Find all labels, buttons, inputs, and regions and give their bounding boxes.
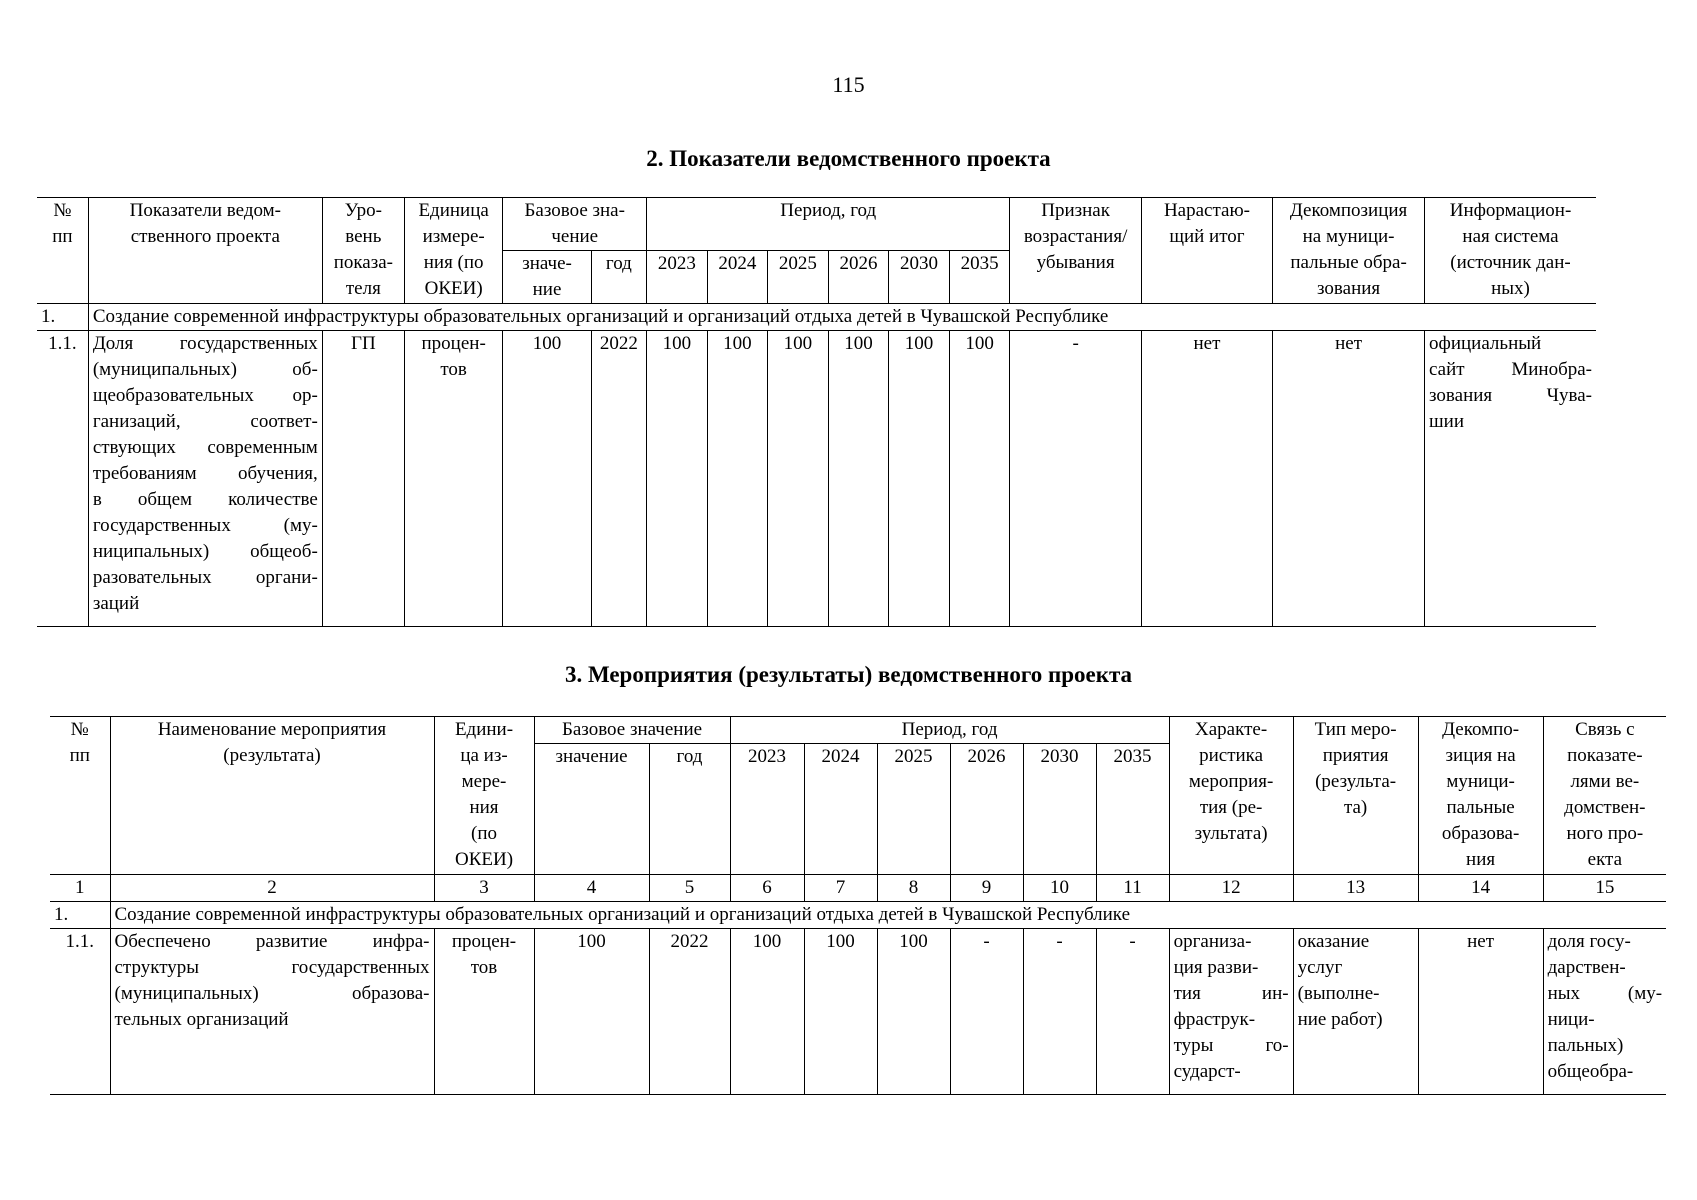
m-row-characteristic-l5: туры го- <box>1173 1035 1289 1056</box>
header-base <box>503 198 647 251</box>
m-row-type-l4: ние работ) <box>1297 1009 1383 1030</box>
row-cumulative: нет <box>1141 331 1272 627</box>
row-base-value: 100 <box>503 331 591 627</box>
m-header-decomposition-l3: муници- <box>1446 771 1515 792</box>
m-header-link-l6: екта <box>1587 849 1623 870</box>
header-level-l1: Уро- <box>344 200 382 221</box>
header-unit-l4: ОКЕИ) <box>424 278 483 299</box>
header-level-l2: вень <box>345 226 382 247</box>
m-header-num-l1: № <box>70 719 89 740</box>
header-base-year: год <box>591 251 646 304</box>
header-base-value <box>503 251 591 304</box>
m-row-num: 1.1. <box>50 929 110 1095</box>
header-unit-l3: ния (по <box>423 252 484 273</box>
m-header-unit <box>434 717 534 875</box>
m-row-type-l2: услуг <box>1297 957 1343 978</box>
m-header-base: Базовое значение <box>534 717 730 744</box>
header-indicator <box>88 198 322 304</box>
m-row-name-l4: тельных организаций <box>114 1009 289 1030</box>
row-infosystem-l3: зования Чува- <box>1429 385 1592 406</box>
header-level <box>322 198 404 304</box>
row-indicator-l10: разовательных органи- <box>92 567 318 588</box>
m-colnum-1: 1 <box>50 875 110 902</box>
m-header-type <box>1293 717 1418 875</box>
m-row-characteristic-l1: организа- <box>1173 931 1252 952</box>
header-year-2025: 2025 <box>768 251 829 304</box>
m-header-year-2024: 2024 <box>804 744 877 875</box>
m-row-type-l3: (выполне- <box>1297 983 1380 1004</box>
header-num <box>37 198 88 304</box>
row-infosystem-l4: шии <box>1429 411 1464 432</box>
header-num-l2: пп <box>52 226 73 247</box>
header-num-l1: № <box>53 200 72 221</box>
m-header-decomposition-l5: образова- <box>1441 823 1520 844</box>
header-infosystem <box>1425 198 1596 304</box>
m-header-name <box>110 717 434 875</box>
m-header-unit-l5: (по <box>471 823 497 844</box>
measures-table <box>50 716 1666 1095</box>
m-row-link <box>1543 929 1666 1095</box>
m-header-type-l3: (результа- <box>1315 771 1397 792</box>
header-level-l4: теля <box>345 278 381 299</box>
header-decomposition <box>1273 198 1425 304</box>
row-indicator-l7: в общем количестве <box>92 489 318 510</box>
header-cumulative-l1: Нарастаю- <box>1163 200 1250 221</box>
row-indicator-l11: заций <box>92 593 140 614</box>
m-row-type-l1: оказание <box>1297 931 1370 952</box>
m-row-name-l2: структуры государственных <box>114 957 430 978</box>
m-header-base-value: значение <box>534 744 649 875</box>
m-row-characteristic-l4: фраструк- <box>1173 1009 1256 1030</box>
row-year-2025: 100 <box>768 331 829 627</box>
m-header-decomposition <box>1418 717 1543 875</box>
m-header-name-l2: (результата) <box>223 745 321 766</box>
m-row-characteristic-l3: тия ин- <box>1173 983 1289 1004</box>
header-base-l2: чение <box>551 226 599 247</box>
m-section-num: 1. <box>50 902 110 929</box>
row-year-2024: 100 <box>707 331 768 627</box>
header-infosystem-l1: Информацион- <box>1449 200 1572 221</box>
m-header-type-l4: та) <box>1343 797 1368 818</box>
header-infosystem-l2: ная система <box>1462 226 1559 247</box>
m-colnum-2: 2 <box>110 875 434 902</box>
m-row-year-2023: 100 <box>730 929 804 1095</box>
header-period: Период, год <box>647 198 1010 251</box>
m-colnum-11: 11 <box>1096 875 1169 902</box>
header-base-value-l1: значе- <box>522 253 572 274</box>
m-header-decomposition-l1: Декомпо- <box>1442 719 1520 740</box>
header-year-2035: 2035 <box>949 251 1010 304</box>
m-section-text: Создание современной инфраструктуры образовательных организаций и организаций отдыха детей в Чувашской Республике <box>110 902 1666 929</box>
m-header-unit-l2: ца из- <box>460 745 508 766</box>
header-sign-l3: убывания <box>1036 252 1115 273</box>
m-header-year-2035: 2035 <box>1096 744 1169 875</box>
row-year-2035: 100 <box>949 331 1010 627</box>
m-row-link-l6: общеобра- <box>1547 1061 1634 1082</box>
header-base-l1: Базовое зна- <box>524 200 625 221</box>
header-indicator-l1: Показатели ведом- <box>129 200 281 221</box>
m-row-characteristic-l2: ция разви- <box>1173 957 1259 978</box>
m-row-name <box>110 929 434 1095</box>
m-colnum-8: 8 <box>877 875 950 902</box>
header-sign-l1: Признак <box>1041 200 1110 221</box>
row-indicator-l3: щеобразовательных ор- <box>92 385 318 406</box>
header-decomposition-l2: на муници- <box>1302 226 1395 247</box>
header-indicator-l2: ственного проекта <box>130 226 280 247</box>
m-header-type-l2: приятия <box>1322 745 1389 766</box>
row-indicator-l4: ганизаций, соответ- <box>92 411 318 432</box>
row-infosystem <box>1425 331 1596 627</box>
m-row-link-l1: доля госу- <box>1547 931 1631 952</box>
header-year-2024: 2024 <box>707 251 768 304</box>
row-year-2026: 100 <box>828 331 889 627</box>
m-header-link-l3: лями ве- <box>1570 771 1640 792</box>
m-colnum-15: 15 <box>1543 875 1666 902</box>
m-row-type <box>1293 929 1418 1095</box>
m-header-num-l2: пп <box>69 745 90 766</box>
row-decomposition: нет <box>1273 331 1425 627</box>
m-row-link-l4: ници- <box>1547 1009 1595 1030</box>
m-header-characteristic-l1: Характе- <box>1195 719 1268 740</box>
header-year-2026: 2026 <box>828 251 889 304</box>
header-unit-l2: измере- <box>422 226 485 247</box>
m-colnum-7: 7 <box>804 875 877 902</box>
row-year-2023: 100 <box>647 331 708 627</box>
m-row-year-2024: 100 <box>804 929 877 1095</box>
m-row-unit <box>434 929 534 1095</box>
row-unit-l1: процен- <box>421 333 486 354</box>
page-number: 115 <box>832 72 865 97</box>
row-year-2030: 100 <box>889 331 950 627</box>
row-indicator-l1: Доля государственных <box>92 333 318 354</box>
m-header-year-2023: 2023 <box>730 744 804 875</box>
m-header-link-l1: Связь с <box>1575 719 1635 740</box>
section-text: Создание современной инфраструктуры образовательных организаций и организаций отдыха детей в Чувашской Республике <box>88 304 1596 331</box>
m-header-link-l2: показате- <box>1567 745 1643 766</box>
header-cumulative <box>1141 198 1272 304</box>
header-decomposition-l3: пальные обра- <box>1290 252 1407 273</box>
m-row-unit-l2: тов <box>470 957 498 978</box>
row-indicator-l5: ствующих современным <box>92 437 318 458</box>
indicators-table <box>37 197 1596 627</box>
m-row-link-l5: пальных) <box>1547 1035 1624 1056</box>
m-header-characteristic-l4: тия (ре- <box>1199 797 1263 818</box>
header-unit <box>404 198 503 304</box>
m-header-characteristic-l3: мероприя- <box>1188 771 1274 792</box>
m-row-year-2035: - <box>1096 929 1169 1095</box>
row-level: ГП <box>322 331 404 627</box>
m-header-year-2026: 2026 <box>950 744 1023 875</box>
header-unit-l1: Единица <box>418 200 489 221</box>
header-sign <box>1010 198 1141 304</box>
m-header-base-year: год <box>649 744 730 875</box>
row-indicator <box>88 331 322 627</box>
row-sign: - <box>1010 331 1141 627</box>
m-colnum-5: 5 <box>649 875 730 902</box>
m-row-link-l3: ных (му- <box>1547 983 1663 1004</box>
m-row-characteristic-l6: сударст- <box>1173 1061 1241 1082</box>
m-header-decomposition-l6: ния <box>1466 849 1496 870</box>
m-header-decomposition-l2: зиция на <box>1445 745 1516 766</box>
header-infosystem-l4: ных) <box>1491 278 1530 299</box>
m-header-period: Период, год <box>730 717 1169 744</box>
m-row-year-2025: 100 <box>877 929 950 1095</box>
row-unit <box>404 331 503 627</box>
m-row-year-2026: - <box>950 929 1023 1095</box>
row-indicator-l8: государственных (му- <box>92 515 318 536</box>
row-base-year: 2022 <box>591 331 646 627</box>
m-header-link-l5: ного про- <box>1566 823 1644 844</box>
m-row-link-l2: дарствен- <box>1547 957 1626 978</box>
m-header-year-2030: 2030 <box>1023 744 1096 875</box>
header-infosystem-l3: (источник дан- <box>1450 252 1571 273</box>
m-row-base-value: 100 <box>534 929 649 1095</box>
m-header-type-l1: Тип меро- <box>1314 719 1397 740</box>
row-num: 1.1. <box>37 331 88 627</box>
m-header-decomposition-l4: пальные <box>1446 797 1515 818</box>
m-colnum-4: 4 <box>534 875 649 902</box>
m-colnum-10: 10 <box>1023 875 1096 902</box>
m-header-characteristic-l5: зультата) <box>1194 823 1268 844</box>
m-row-year-2030: - <box>1023 929 1096 1095</box>
header-year-2023: 2023 <box>647 251 708 304</box>
m-header-link <box>1543 717 1666 875</box>
m-colnum-3: 3 <box>434 875 534 902</box>
header-year-2030: 2030 <box>889 251 950 304</box>
m-row-base-year: 2022 <box>649 929 730 1095</box>
m-colnum-13: 13 <box>1293 875 1418 902</box>
m-row-name-l1: Обеспечено развитие инфра- <box>114 931 430 952</box>
m-row-characteristic <box>1169 929 1293 1095</box>
m-colnum-14: 14 <box>1418 875 1543 902</box>
m-header-num <box>50 717 110 875</box>
m-header-name-l1: Наименование мероприятия <box>157 719 387 740</box>
header-level-l3: показа- <box>333 252 393 273</box>
header-decomposition-l1: Декомпозиция <box>1289 200 1408 221</box>
m-header-unit-l3: мере- <box>461 771 507 792</box>
indicators-title: 2. Показатели ведомственного проекта <box>646 146 1051 171</box>
m-header-unit-l1: Едини- <box>454 719 514 740</box>
m-row-decomposition: нет <box>1418 929 1543 1095</box>
row-indicator-l9: ниципальных) общеоб- <box>92 541 318 562</box>
row-infosystem-l1: официальный <box>1429 333 1542 354</box>
m-header-link-l4: домствен- <box>1564 797 1646 818</box>
row-indicator-l6: требованиям обучения, <box>92 463 318 484</box>
header-base-value-l2: ние <box>532 279 562 300</box>
m-colnum-12: 12 <box>1169 875 1293 902</box>
m-header-unit-l6: ОКЕИ) <box>454 849 514 870</box>
m-header-unit-l4: ния <box>469 797 499 818</box>
m-row-unit-l1: процен- <box>451 931 517 952</box>
header-sign-l2: возрастания/ <box>1023 226 1128 247</box>
header-cumulative-l2: щий итог <box>1169 226 1245 247</box>
row-indicator-l2: (муниципальных) об- <box>92 359 318 380</box>
m-header-year-2025: 2025 <box>877 744 950 875</box>
measures-title: 3. Мероприятия (результаты) ведомственного проекта <box>564 662 1133 687</box>
m-colnum-9: 9 <box>950 875 1023 902</box>
header-decomposition-l4: зования <box>1317 278 1381 299</box>
row-infosystem-l2: сайт Минобра- <box>1429 359 1592 380</box>
section-num: 1. <box>37 304 88 331</box>
m-colnum-6: 6 <box>730 875 804 902</box>
m-header-characteristic <box>1169 717 1293 875</box>
m-header-characteristic-l2: ристика <box>1199 745 1264 766</box>
row-unit-l2: тов <box>440 359 467 380</box>
m-row-name-l3: (муниципальных) образова- <box>114 983 430 1004</box>
